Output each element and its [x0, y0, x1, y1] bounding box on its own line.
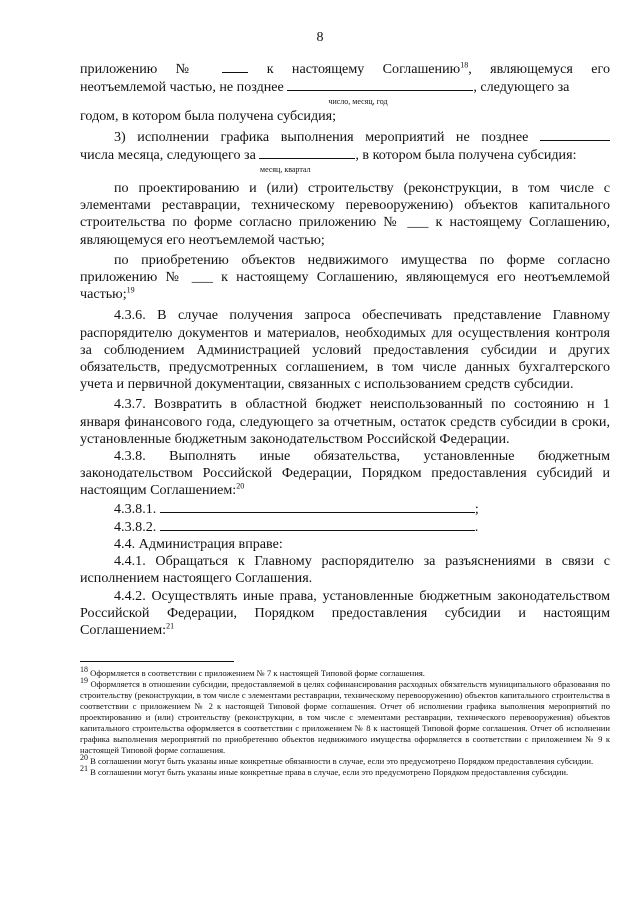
text-fragment: , в котором была получена субсидия: — [355, 146, 577, 163]
paragraph-4-3-6: 4.3.6. В случае получения запроса обеспечивать представление Главному распорядителю документов и материалов, необходимых для осуществления контроля за соблюдением Администрацией условий предоставления субсидии и других обязательств, предусмотренных соглашением, в том числе данных бухгалтерского учета и первичной документации, связанных с использованием средств субсидии. — [80, 307, 610, 393]
footnote-text: В соглашении могут быть указаны иные конкретные права в случае, если это предусмотрено Порядком предоставления субсидии. — [88, 767, 569, 777]
blank-field — [160, 518, 475, 531]
field-caption: число, месяц, год — [328, 97, 388, 107]
paragraph-4-4-2 — [80, 588, 610, 640]
footnote-text: В соглашении могут быть указаны иные конкретные обязанности в случае, если это предусмотрено Порядком предоставления субсидии. — [88, 756, 594, 766]
text-fragment: 4.4.2. Осуществлять иные права, установленные бюджетным законодательством Российской Федерации, Порядком предоставления субсидии и настоящим Соглашением: — [80, 587, 610, 639]
footnote-mark: 18 — [80, 665, 88, 675]
document-body — [80, 60, 610, 639]
footnote-18 — [80, 665, 610, 679]
blank-field — [259, 146, 355, 159]
footnote-mark: 20 — [80, 753, 88, 763]
text-fragment: приложению № — [80, 61, 204, 77]
footnote-text: Оформляется в соответствии с приложением № 7 к настоящей Типовой форме соглашения. — [88, 668, 425, 678]
text-fragment: , являющемуся его — [468, 61, 610, 77]
footnote-ref: 18 — [460, 60, 469, 70]
paragraph-schedule-cont — [80, 146, 610, 164]
paragraph-4-3-8 — [80, 448, 610, 500]
blank-field — [222, 60, 248, 73]
paragraph-4-3-8-2 — [80, 518, 610, 536]
paragraph-4-3-7: 4.3.7. Возвратить в областной бюджет неиспользованный по состоянию н 1 января финансового года, следующего за отчетным, остаток средств субсидии в сроки, установленные бюджетным законодательством Российской Федерации. — [80, 396, 610, 447]
field-caption: месяц, квартал — [260, 165, 311, 175]
footnote-ref: 20 — [236, 481, 245, 491]
text-fragment: 3) исполнении графика выполнения мероприятий не позднее — [114, 128, 529, 145]
text-fragment: неотъемлемой частью, не позднее — [80, 79, 284, 96]
footnote-separator — [80, 661, 234, 662]
blank-field — [160, 500, 475, 513]
paragraph-deadline-line — [80, 78, 610, 96]
text-fragment: ; — [474, 500, 479, 517]
text-fragment: к настоящему Соглашению — [266, 61, 461, 77]
paragraph-4-4-1: 4.4.1. Обращаться к Главному распорядителю за разъяснениями в связи с исполнением настоящего Соглашения. — [80, 553, 610, 587]
paragraph-schedule — [80, 128, 610, 146]
footnote-mark: 21 — [80, 764, 88, 774]
paragraph-real-estate — [80, 252, 610, 304]
footnote-ref: 21 — [166, 621, 175, 631]
footnotes — [80, 665, 610, 778]
footnote-19 — [80, 676, 610, 756]
text-fragment: числа месяца, следующего за — [80, 146, 256, 163]
page-number: 8 — [316, 30, 324, 45]
footnote-text: Оформляется в отношении субсидии, предоставляемой в целях софинансирования расходных обязательств муниципального образования по строительству (реконструкции, в том числе с элементами реставрации, техническому перевооружению) объектов капитального строительства в соответствии с приложением № 2 к настоящей Типовой форме соглашения. Отчет об исполнении графика выполнения мероприятий по проектированию и (или) строительству (реконструкции, в том числе с элементами реставрации, технического перевооружения) объектов капитального строительства оформляется в соответствии с приложением № 8 к настоящей Типовой форме соглашения. Отчет об исполнении графика выполнения мероприятий по приобретению объектов недвижимого имущества оформляется в соответствии с приложением № 9 к настоящей Типовой форме соглашения. — [80, 679, 610, 755]
footnote-20 — [80, 753, 610, 767]
footnote-ref: 19 — [126, 285, 135, 295]
blank-field — [287, 78, 473, 91]
paragraph-design-construction: по проектированию и (или) строительству (реконструкции, в том числе с элементами реставрации, техническому перевооружению) объектов капитального строительства по форме согласно приложению № ___ к настоящему Соглашению, являющемуся его неотъемлемой частью; — [80, 180, 610, 248]
footnote-mark: 19 — [80, 676, 88, 686]
paragraph-subsidy-year: годом, в котором была получена субсидия; — [80, 108, 337, 125]
text-fragment: . — [474, 518, 479, 535]
text-fragment: 4.3.8.2. — [114, 518, 157, 535]
paragraph-annex-reference — [80, 60, 610, 78]
paragraph-4-3-8-1 — [80, 500, 610, 518]
text-fragment: по приобретению объектов недвижимого имущества по форме согласно приложению № ___ к настоящему Соглашению, являющемуся его неотъемлемой частью; — [80, 251, 610, 303]
text-fragment: 4.3.8.1. — [114, 500, 157, 517]
paragraph-4-4: 4.4. Администрация вправе: — [114, 536, 283, 553]
text-fragment: , следующего за — [473, 79, 570, 96]
footnote-21 — [80, 764, 610, 778]
text-fragment: 4.3.8. Выполнять иные обязательства, установленные бюджетным законодательством Российской Федерации, Порядком предоставления субсидий и настоящим Соглашением: — [80, 448, 610, 499]
blank-field — [540, 128, 610, 141]
